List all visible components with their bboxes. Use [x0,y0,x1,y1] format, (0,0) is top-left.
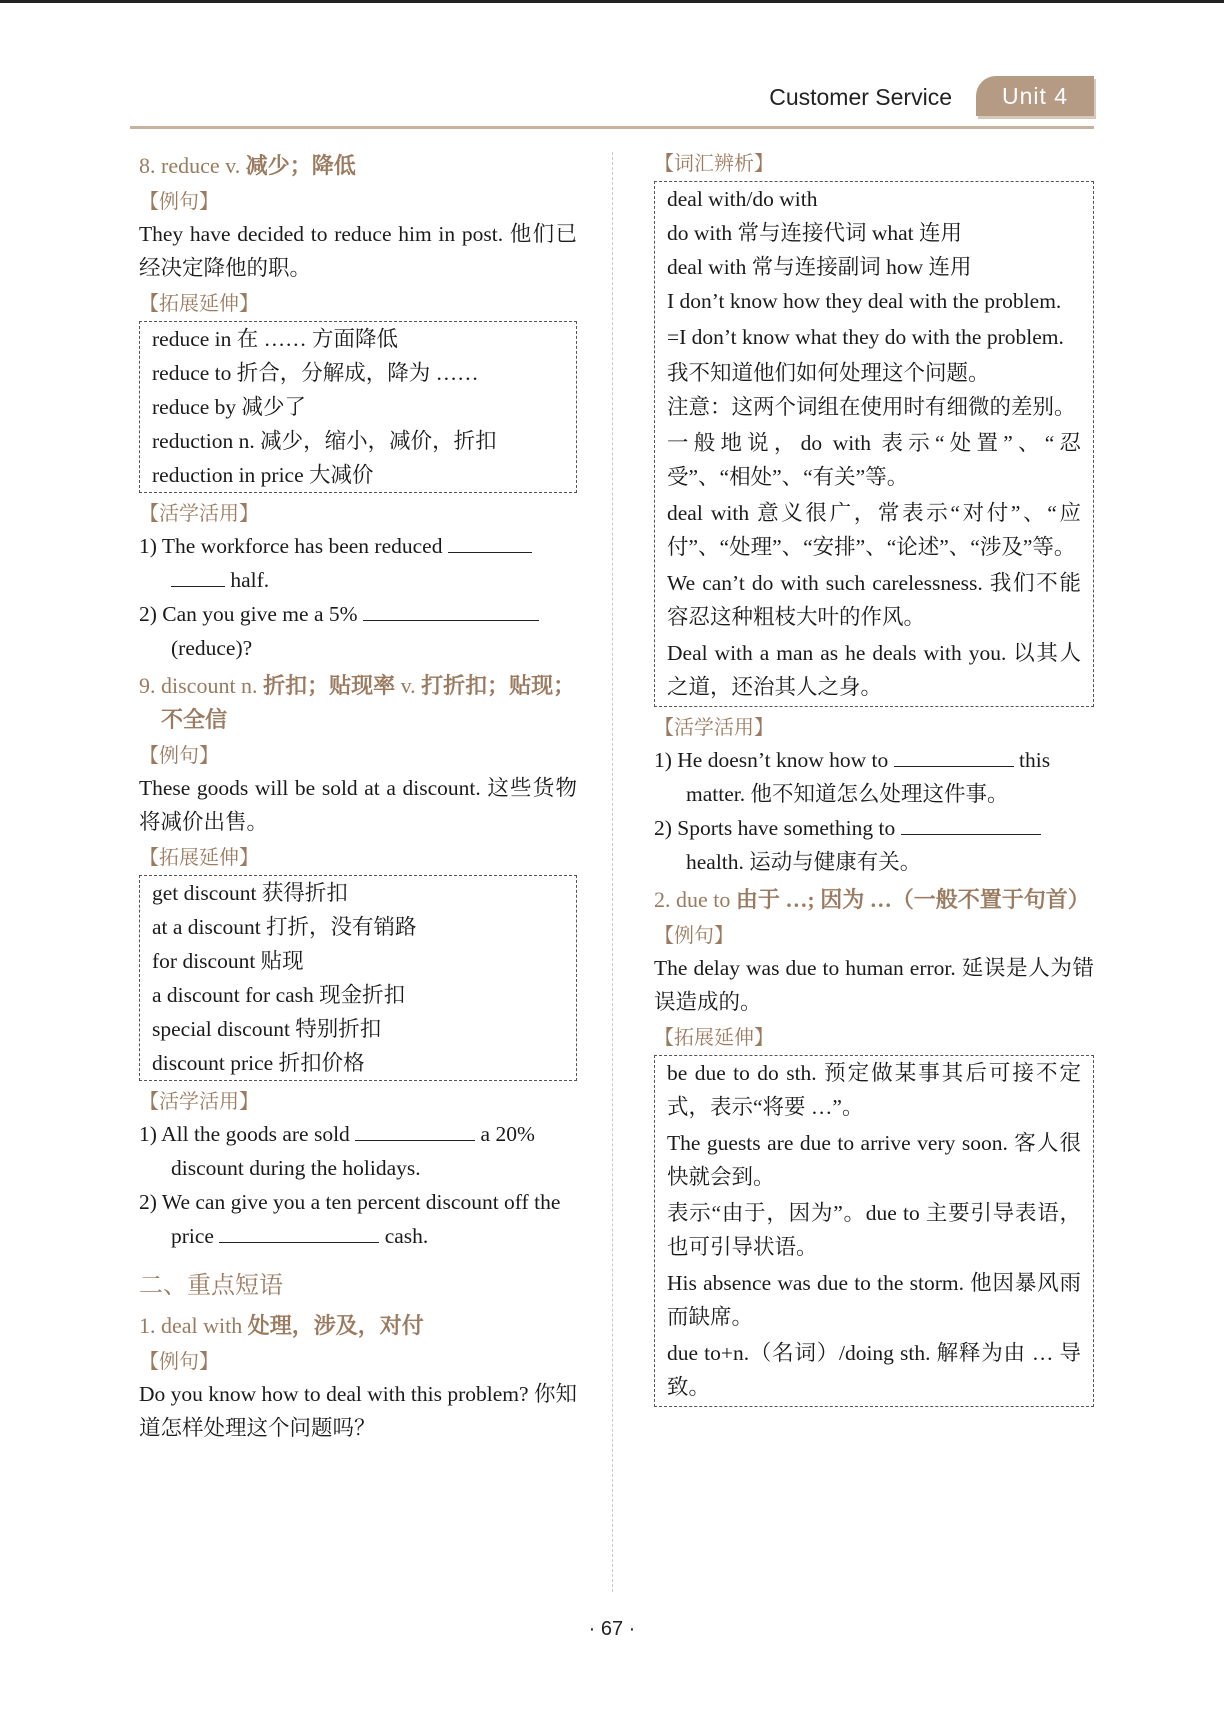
label-example: 【例句】 [139,743,219,767]
ext-line: get discount 获得折扣 [152,881,348,905]
blank-line [448,530,532,553]
course-title: Customer Service [769,84,952,110]
practice-item [139,1185,577,1253]
vocab-line: deal with 意义很广，常表示“对付”、“应付”、“处理”、“安排”、“论述”、“涉及”等。 [667,501,1081,559]
example-sentence: They have decided to reduce him in post. 他们已经决定降他的职。 [139,222,577,280]
example-sentence: The delay was due to human error. 延误是人为错误造成的。 [654,956,1094,1014]
title-cn: 打折扣；贴现；不全信 [161,673,576,732]
ext-line: reduce in 在 …… 方面降低 [152,327,399,351]
blank-line [171,564,225,587]
vocab-line: =I don’t know what they do with the problem. [667,325,1064,349]
blank-line [355,1118,475,1141]
vocab-line: I don’t know how they deal with the problem. [667,289,1062,313]
column-divider [612,152,613,1592]
ext-line: due to+n.（名词）/doing sth. 解释为由 … 导致。 [667,1341,1081,1399]
practice-text: cash. [384,1224,429,1248]
ext-line: for discount 贴现 [152,949,304,973]
label-example: 【例句】 [139,1349,219,1373]
page-header [130,76,1094,132]
item-reduce-title [139,149,577,183]
practice-item [654,811,1094,879]
title-cn: 处理，涉及，对付 [247,1313,424,1338]
vocab-line: 一般地说，do with 表示“处置”、“忍受”、“相处”、“有关”等。 [667,431,1081,489]
example-sentence: These goods will be sold at a discount. 这些货物将减价出售。 [139,776,577,834]
right-column [654,145,1094,1411]
practice-text: health. 运动与健康有关。 [686,850,922,874]
vocab-line: Deal with a man as he deals with you. 以其人之道，还治其人之身。 [667,641,1081,699]
label-practice: 【活学活用】 [139,1089,259,1113]
vocab-line: deal with 常与连接副词 how 连用 [667,255,972,279]
practice-text: 2) Sports have something to [654,816,896,840]
practice-text: 1) All the goods are sold [139,1122,350,1146]
left-column [139,145,577,1447]
title-en: 8. reduce v. [139,153,241,178]
title-cn: 由于 …; 因为 …（一般不置于句首） [735,887,1090,912]
label-extension: 【拓展延伸】 [654,1025,774,1049]
practice-text: 1) He doesn’t know how to [654,748,889,772]
practice-text: 2) Can you give me a 5% [139,602,358,626]
practice-text: this matter. 他不知道怎么处理这件事。 [686,748,1051,806]
ext-line: be due to do sth. 预定做某事其后可接不定式，表示“将要 …”。 [667,1061,1081,1119]
title-en: 1. deal with [139,1313,243,1338]
blank-line [363,598,539,621]
vocab-line: do with 常与连接代词 what 连用 [667,221,963,245]
section-heading: 二、重点短语 [139,1271,283,1299]
label-practice: 【活学活用】 [139,501,259,525]
extension-box [654,1055,1094,1407]
title-cn: 折扣；贴现率 [263,673,396,698]
ext-line: reduce to 折合，分解成，降为 …… [152,361,479,385]
label-example: 【例句】 [139,189,219,213]
vocab-line: 我不知道他们如何处理这个问题。 [667,361,990,385]
example-sentence: Do you know how to deal with this problem? 你知道怎样处理这个问题吗？ [139,1382,577,1440]
label-extension: 【拓展延伸】 [139,845,259,869]
item-discount-title [139,669,577,737]
extension-box [139,875,577,1081]
ext-line: His absence was due to the storm. 他因暴风雨而缺席。 [667,1271,1081,1329]
practice-text: 2) We can give you a ten percent discount off the price [139,1190,561,1248]
label-extension: 【拓展延伸】 [139,291,259,315]
page-number: · 67 · [588,1618,636,1640]
ext-line: a discount for cash 现金折扣 [152,983,406,1007]
ext-line: special discount 特别折扣 [152,1017,382,1041]
practice-text: (reduce)? [171,636,253,660]
practice-text: a 20% discount during the holidays. [171,1122,535,1180]
label-example: 【例句】 [654,923,734,947]
blank-line [894,744,1014,767]
blank-line [901,812,1041,835]
practice-text: half. [230,568,270,592]
title-en: 2. due to [654,887,731,912]
title-en: 9. discount n. [139,673,258,698]
vocab-line: We can’t do with such carelessness. 我们不能容忍这种粗枝大叶的作风。 [667,571,1081,629]
label-vocab: 【词汇辨析】 [654,151,774,175]
phrase-due-to-title [654,883,1094,917]
label-practice: 【活学活用】 [654,715,774,739]
practice-item [139,597,577,665]
ext-line: discount price 折扣价格 [152,1051,365,1075]
title-pos: v. [395,673,422,698]
ext-line: 表示“由于，因为”。due to 主要引导表语，也可引导状语。 [667,1201,1081,1259]
ext-line: reduce by 减少了 [152,395,307,419]
ext-line: at a discount 打折，没有销路 [152,915,417,939]
vocab-box [654,181,1094,707]
extension-box [139,321,577,493]
practice-item [139,529,577,597]
ext-line: The guests are due to arrive very soon. 客人很快就会到。 [667,1131,1081,1189]
title-cn: 减少；降低 [245,153,356,178]
header-rule [130,126,1094,129]
ext-line: reduction n. 减少，缩小，减价，折扣 [152,429,497,453]
phrase-deal-with-title [139,1309,577,1343]
top-border [0,0,1224,3]
vocab-line: deal with/do with [667,187,818,211]
practice-item [139,1117,577,1185]
vocab-line: 注意：这两个词组在使用时有细微的差别。 [667,395,1076,419]
practice-text: 1) The workforce has been reduced [139,534,443,558]
blank-line [219,1220,379,1243]
ext-line: reduction in price 大减价 [152,463,374,487]
unit-badge: Unit 4 [976,76,1094,116]
practice-item [654,743,1094,811]
